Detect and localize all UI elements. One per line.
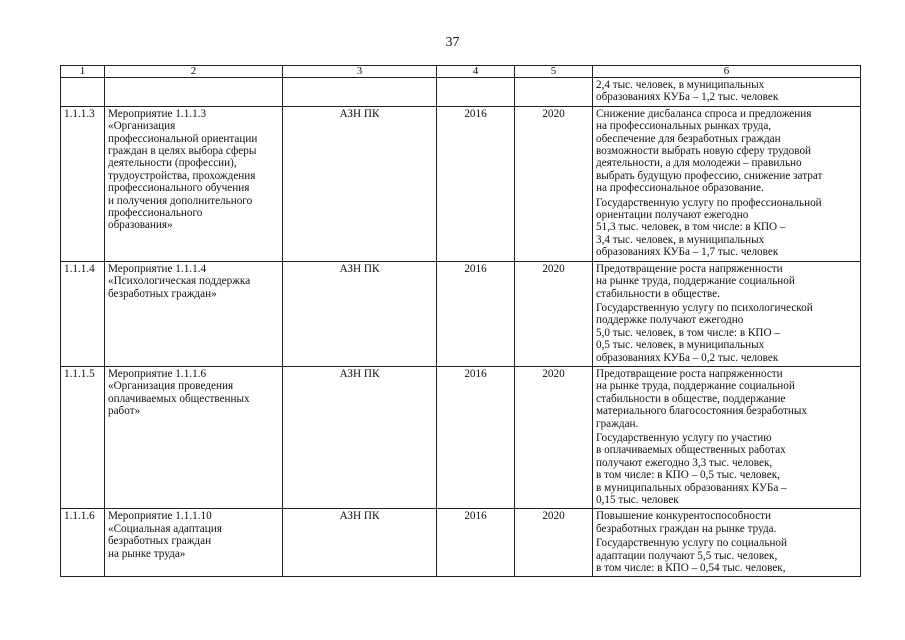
event-name-cell [105,261,283,366]
result-line: на профессиональных рынках труда, [596,120,772,133]
start-year-cell: 2016 [437,366,515,508]
result-line: граждан. [596,417,639,430]
result-line: в оплачиваемых общественных работах [596,444,786,457]
result-cell [593,106,861,261]
result-paragraph [596,537,857,574]
result-cell [593,78,861,107]
result-paragraph [596,79,857,104]
result-line: Государственную услугу по социальной [596,537,788,550]
result-line: 3,4 тыс. человек, в муниципальных [596,233,765,246]
column-header: 1 [61,66,105,78]
start-year-cell: 2016 [437,106,515,261]
end-year-cell: 2020 [515,366,593,508]
event-name-line: «Организация проведения [108,380,234,393]
item-number-cell: 1.1.1.5 [61,366,105,508]
result-line: Повышение конкурентоспособности [596,510,772,523]
result-line: Государственную услугу по участию [596,431,772,444]
result-paragraph [596,108,857,195]
event-name-cell [105,509,283,577]
result-cell [593,366,861,508]
result-line: Государственную услугу по психологической [596,301,813,314]
result-line: в муниципальных образованиях КУБа – [596,481,787,494]
activities-table [60,65,861,577]
result-line: 51,3 тыс. человек, в том числе: в КПО – [596,221,786,234]
result-line: Государственную услугу по профессиональной [596,196,822,209]
result-line: безработных граждан на рынке труда. [596,522,777,535]
result-paragraph [596,510,857,535]
result-line: стабильности в обществе, поддержание [596,392,786,405]
item-number-cell [61,78,105,107]
item-number-cell: 1.1.1.4 [61,261,105,366]
event-name-line: на рынке труда» [108,547,186,560]
event-name-line: Мероприятие 1.1.1.3 [108,107,207,120]
item-number-cell: 1.1.1.6 [61,509,105,577]
result-line: материального благосостояния безработных [596,405,808,418]
result-line: Снижение дисбаланса спроса и предложения [596,107,812,120]
event-name-cell [105,106,283,261]
result-line: Предотвращение роста напряженности [596,367,783,380]
result-line: получают ежегодно 3,3 тыс. человек, [596,456,773,469]
event-name-line: работ» [108,405,141,418]
header-row [61,66,861,78]
result-line: ориентации получают ежегодно [596,209,749,222]
table-row [61,509,861,577]
event-name-line: образования» [108,219,173,232]
start-year-cell: 2016 [437,261,515,366]
table-row [61,78,861,107]
event-name-line: безработных граждан» [108,287,217,300]
result-paragraph [596,432,857,506]
column-header: 4 [437,66,515,78]
event-name-line: «Социальная адаптация [108,522,222,535]
executor-cell: АЗН ПК [283,509,437,577]
table-row [61,106,861,261]
end-year-cell: 2020 [515,261,593,366]
event-name-line: Мероприятие 1.1.1.4 [108,262,207,275]
result-line: поддержке получают ежегодно [596,314,744,327]
result-cell [593,261,861,366]
event-name-line: Мероприятие 1.1.1.6 [108,367,207,380]
event-name-line: граждан в целях выбора сферы [108,145,257,158]
result-line: деятельности, а для молодежи – правильно [596,157,802,170]
end-year-cell: 2020 [515,509,593,577]
result-paragraph [596,263,857,300]
event-name-cell [105,366,283,508]
event-name-line: Мероприятие 1.1.1.10 [108,510,212,523]
result-line: в том числе: в КПО – 0,5 тыс. человек, [596,469,780,482]
result-line: на профессиональное образование. [596,182,764,195]
executor-cell: АЗН ПК [283,366,437,508]
result-line: адаптации получают 5,5 тыс. человек, [596,549,778,562]
event-name-line: трудоустройства, прохождения [108,169,256,182]
column-header: 6 [593,66,861,78]
event-name-line: профессионального [108,207,203,220]
result-line: в том числе: в КПО – 0,54 тыс. человек, [596,562,786,575]
result-paragraph [596,302,857,364]
event-name-line: деятельности (профессии), [108,157,237,170]
result-line: образованиях КУБа – 0,2 тыс. человек [596,351,779,364]
event-name-line: профессиональной ориентации [108,132,258,145]
result-paragraph [596,368,857,430]
result-paragraph [596,197,857,259]
table-row [61,261,861,366]
result-line: 5,0 тыс. человек, в том числе: в КПО – [596,326,780,339]
result-line: 0,5 тыс. человек, в муниципальных [596,339,765,352]
event-name-line: «Психологическая поддержка [108,275,251,288]
start-year-cell: 2016 [437,509,515,577]
result-line: обеспечение для безработных граждан [596,132,781,145]
result-line: 2,4 тыс. человек, в муниципальных [596,79,765,91]
result-line: 0,15 тыс. человек [596,494,679,506]
executor-cell: АЗН ПК [283,261,437,366]
end-year-cell: 2020 [515,106,593,261]
result-line: на рынке труда, поддержание социальной [596,380,795,393]
end-year-cell [515,78,593,107]
result-line: образованиях КУБа – 1,7 тыс. человек [596,246,779,259]
start-year-cell [437,78,515,107]
executor-cell: АЗН ПК [283,106,437,261]
result-line: образованиях КУБа – 1,2 тыс. человек [596,91,779,104]
event-name-line: оплачиваемых общественных [108,392,250,405]
event-name-cell [105,78,283,107]
result-line: выбрать будущую профессию, снижение затрат [596,169,823,182]
result-cell [593,509,861,577]
event-name-line: «Организация [108,120,176,133]
event-name-line: безработных граждан [108,535,212,548]
event-name-line: профессионального обучения [108,182,250,195]
item-number-cell: 1.1.1.3 [61,106,105,261]
page-number: 37 [445,35,460,50]
result-line: возможности выбрать новую сферу трудовой [596,145,812,158]
column-header: 3 [283,66,437,78]
event-name-line: и получения дополнительного [108,194,253,207]
result-line: Предотвращение роста напряженности [596,262,783,275]
column-header: 2 [105,66,283,78]
table-row [61,366,861,508]
result-line: на рынке труда, поддержание социальной [596,275,795,288]
column-header: 5 [515,66,593,78]
executor-cell [283,78,437,107]
result-line: стабильности в обществе. [596,287,720,300]
